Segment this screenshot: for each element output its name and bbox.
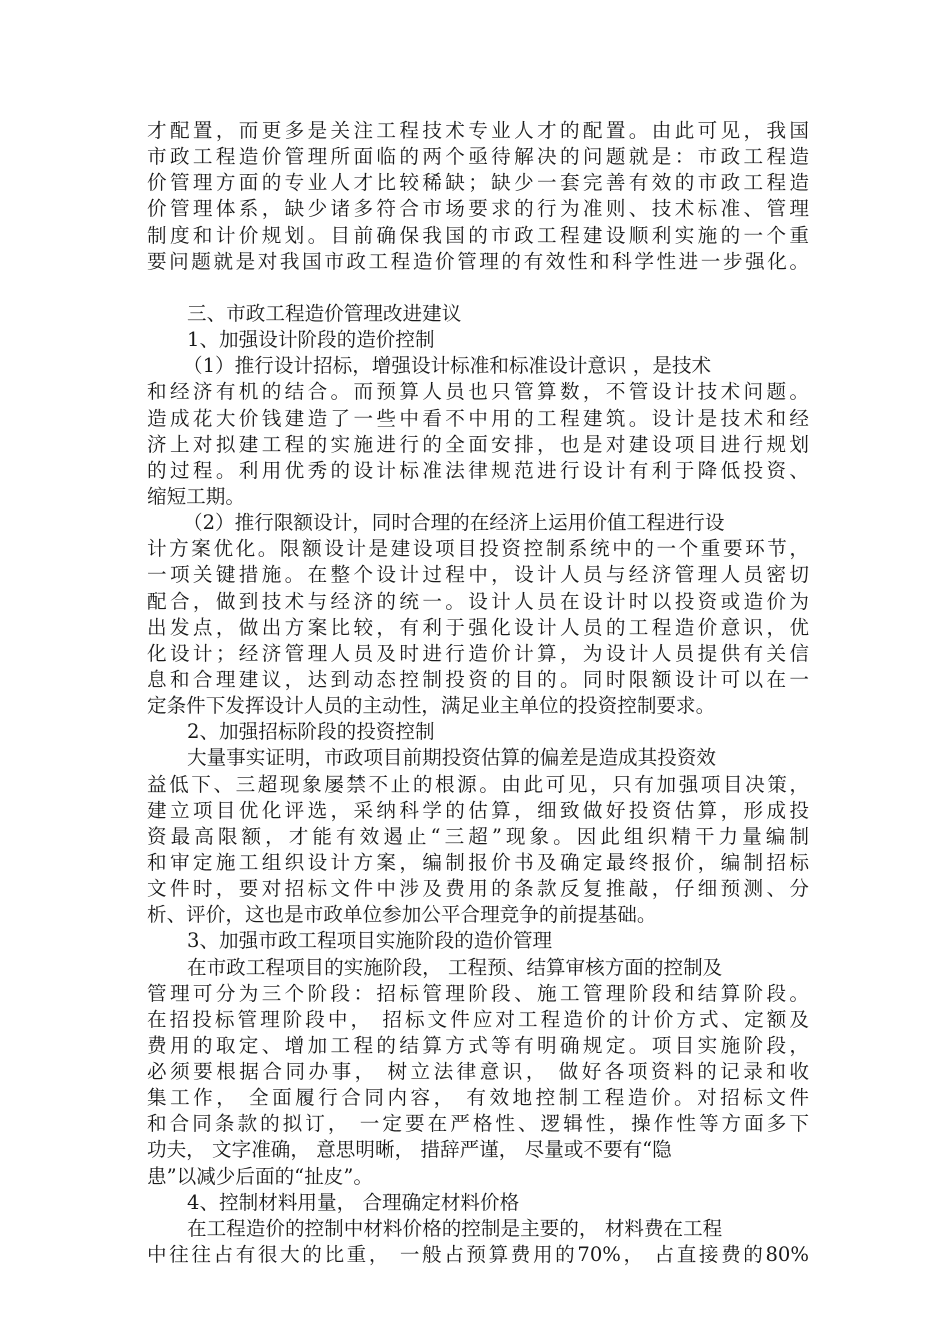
text-line: （2）推行限额设计，同时合理的在经济上运用价值工程进行设 — [183, 511, 725, 535]
text-line: 在招投标管理阶段中， 招标文件应对工程造价的计价方式、定额及 — [147, 1007, 809, 1031]
text-line: 费用的取定、增加工程的结算方式等有明确规定。项目实施阶段， — [147, 1033, 809, 1057]
paragraph-design-bidding — [147, 353, 809, 510]
text-line: 制度和计价规划。目前确保我国的市政工程建设顺利实施的一个重 — [147, 223, 809, 247]
subsection-heading-2: 2、加强招标阶段的投资控制 — [187, 720, 435, 744]
text-line: 在市政工程项目的实施阶段， 工程预、结算审核方面的控制及 — [187, 955, 723, 979]
text-line: 在工程造价的控制中材料价格的控制是主要的， 材料费在工程 — [187, 1216, 723, 1240]
paragraph-gap — [147, 275, 809, 301]
subsection-heading-3: 3、加强市政工程项目实施阶段的造价管理 — [187, 929, 553, 953]
paragraph-materials — [147, 1216, 809, 1268]
text-line: 息和合理建议，达到动态控制投资的目的。同时限额设计可以在一 — [147, 667, 809, 691]
text-line: 定条件下发挥设计人员的主动性，满足业主单位的投资控制要求。 — [147, 694, 716, 718]
text-line: 价管理体系，缺少诸多符合市场要求的行为准则、技术标准、管理 — [147, 197, 809, 221]
text-line: 和审定施工组织设计方案，编制报价书及确定最终报价，编制招标 — [147, 850, 809, 874]
text-line: 资最高限额，才能有效遏止“三超”现象。因此组织精干力量编制 — [147, 824, 809, 848]
text-line: 出发点，做出方案比较，有利于强化设计人员的工程造价意识，优 — [147, 615, 809, 639]
text-line: 一项关键措施。在整个设计过程中，设计人员与经济管理人员密切 — [147, 563, 809, 587]
text-line: 患”以减少后面的“扯皮”。 — [147, 1164, 373, 1188]
text-line: 文件时，要对招标文件中涉及费用的条款反复推敲，仔细预测、分 — [147, 877, 809, 901]
paragraph-implementation — [147, 955, 809, 1190]
text-line: 的过程。利用优秀的设计标准法律规范进行设计有利于降低投资、 — [147, 458, 809, 482]
text-line: 计方案优化。限额设计是建设项目投资控制系统中的一个重要环节， — [147, 537, 809, 561]
text-line: 大量事实证明，市政项目前期投资估算的偏差是造成其投资效 — [187, 746, 717, 770]
intro-paragraph — [147, 118, 809, 275]
text-line: 析、评价，这也是市政单位参加公平合理竞争的前提基础。 — [147, 903, 657, 927]
section-heading: 三、市政工程造价管理改进建议 — [187, 301, 462, 325]
document-body — [147, 118, 809, 1268]
text-line: 和经济有机的结合。而预算人员也只管算数，不管设计技术问题。 — [147, 380, 809, 404]
text-line: 建立项目优化评选，采纳科学的估算，细致做好投资估算，形成投 — [147, 798, 809, 822]
text-line: 市政工程造价管理所面临的两个亟待解决的问题就是：市政工程造 — [147, 145, 809, 169]
text-line: 管理可分为三个阶段：招标管理阶段、施工管理阶段和结算阶段。 — [147, 981, 809, 1005]
text-line: 配合，做到技术与经济的统一。设计人员在设计时以投资或造价为 — [147, 589, 809, 613]
text-line: 化设计；经济管理人员及时进行造价计算，为设计人员提供有关信 — [147, 641, 809, 665]
subsection-heading-1: 1、加强设计阶段的造价控制 — [187, 328, 435, 352]
text-line: 济上对拟建工程的实施进行的全面安排，也是对建设项目进行规划 — [147, 432, 809, 456]
text-line: 缩短工期。 — [147, 484, 245, 508]
text-line: 要问题就是对我国市政工程造价管理的有效性和科学性进一步强化。 — [147, 249, 809, 273]
text-line: 价管理方面的专业人才比较稀缺；缺少一套完善有效的市政工程造 — [147, 171, 809, 195]
text-line: 中往往占有很大的比重， 一般占预算费用的70%， 占直接费的80% — [147, 1243, 809, 1267]
text-line: 益低下、三超现象屡禁不止的根源。由此可见，只有加强项目决策， — [147, 772, 809, 796]
text-line: （1）推行设计招标，增强设计标准和标准设计意识 ，是技术 — [183, 354, 712, 378]
paragraph-bidding-control — [147, 745, 809, 928]
text-line: 和合同条款的拟订， 一定要在严格性、逻辑性，操作性等方面多下 — [147, 1112, 809, 1136]
text-line: 才配置，而更多是关注工程技术专业人才的配置。由此可见，我国 — [147, 119, 809, 142]
text-line: 必须要根据合同办事， 树立法律意识， 做好各项资料的记录和收 — [147, 1060, 809, 1084]
text-line: 造成花大价钱建造了一些中看不中用的工程建筑。设计是技术和经 — [147, 406, 809, 430]
paragraph-limit-design — [147, 510, 809, 719]
text-line: 集工作， 全面履行合同内容， 有效地控制工程造价。对招标文件 — [147, 1086, 809, 1110]
text-line: 功夫， 文字准确， 意思明晰， 措辞严谨， 尽量或不要有“隐 — [147, 1138, 672, 1162]
subsection-heading-4: 4、控制材料用量， 合理确定材料价格 — [187, 1190, 520, 1214]
